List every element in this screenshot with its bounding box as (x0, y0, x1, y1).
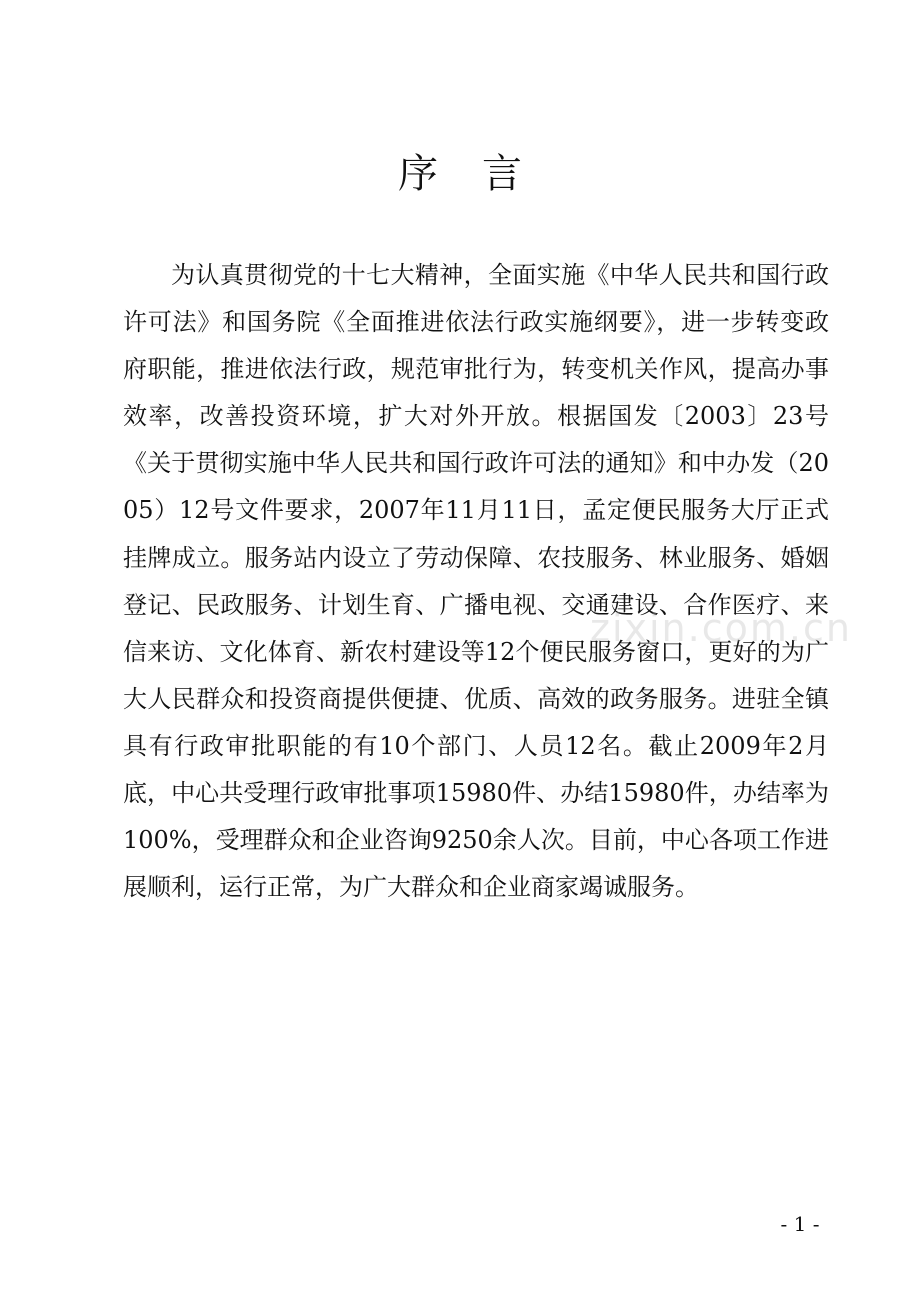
watermark: zixin.com.cn (590, 606, 852, 650)
body-paragraph: 为认真贯彻党的十七大精神，全面实施《中华人民共和国行政许可法》和国务院《全面推进依法行政实施纲要》，进一步转变政府职能，推进依法行政，规范审批行为，转变机关作风，提高办事效率，改善投资环境，扩大对外开放。根据国发〔2003〕23号《关于贯彻实施中华人民共和国行政许可法的通知》和中办发（2005）12号文件要求，2007年11月11日，孟定便民服务大厅正式挂牌成立。服务站内设立了劳动保障、农技服务、林业服务、婚姻登记、民政服务、计划生育、广播电视、交通建设、合作医疗、来信来访、文化体育、新农村建设等12个便民服务窗口，更好的为广大人民群众和投资商提供便捷、优质、高效的政务服务。进驻全镇具有行政审批职能的有10个部门、人员12名。截止2009年2月底，中心共受理行政审批事项15980件、办结15980件，办结率为100%，受理群众和企业咨询9250余人次。目前，中心各项工作进展顺利，运行正常，为广大群众和企业商家竭诚服务。 (123, 261, 829, 902)
page-number: - 1 - (780, 1212, 820, 1236)
page-title: 序言 (398, 151, 566, 197)
